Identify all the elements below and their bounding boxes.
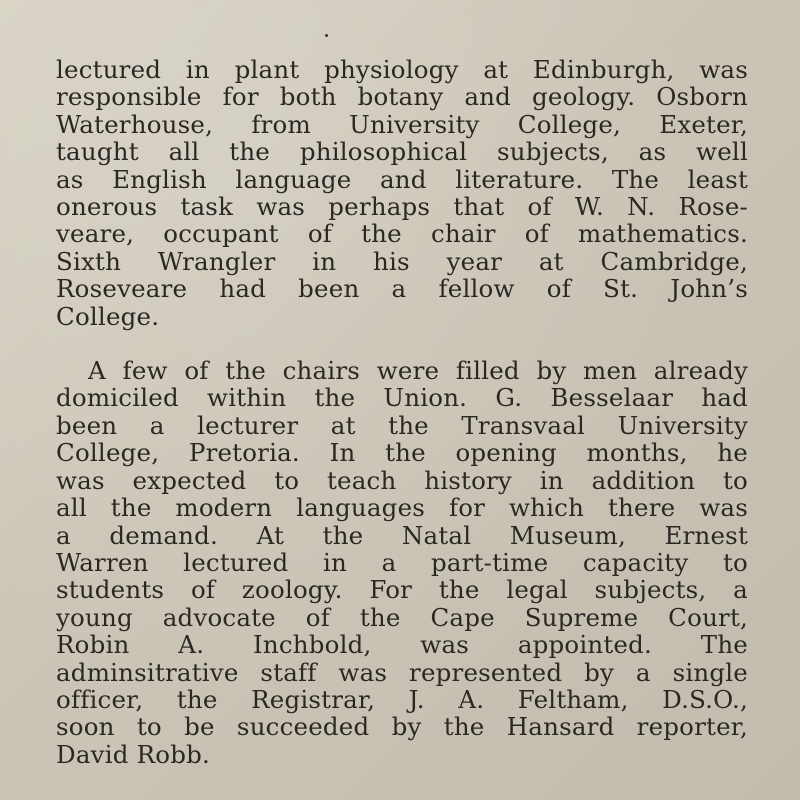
body-text — [56, 56, 748, 768]
text-line: lectured in plant physiology at Edinburgh, was — [56, 55, 748, 84]
text-line: as English language and literature. The least — [56, 164, 748, 194]
text-line: onerous task was perhaps that of W. N. Rose- — [56, 192, 748, 222]
text-line: Roseveare had been a fellow of St. John’s — [56, 274, 748, 304]
text-line: responsible for both botany and geology. Osborn — [56, 82, 748, 112]
text-line: veare, occupant of the chair of mathematics. — [56, 219, 748, 249]
text-line: College, Pretoria. In the opening months, he — [56, 438, 748, 468]
text-line: been a lecturer at the Transvaal University — [56, 410, 748, 440]
text-line: officer, the Registrar, J. A. Feltham, D.S.O., — [56, 684, 748, 714]
text-line: students of zoology. For the legal subjects, a — [56, 575, 748, 605]
ink-speck — [325, 34, 328, 37]
text-line: Sixth Wrangler in his year at Cambridge, — [56, 246, 748, 276]
paragraph-1 — [56, 56, 748, 330]
text-line: domiciled within the Union. G. Besselaar had — [56, 383, 748, 413]
paragraph-2 — [56, 357, 748, 768]
text-line: David Robb. — [56, 739, 210, 769]
text-line: College. — [56, 301, 160, 331]
text-line: adminsitrative staff was represented by a single — [56, 657, 748, 687]
text-line: Warren lectured in a part-time capacity to — [56, 547, 748, 577]
text-line: A few of the chairs were filled by men already — [88, 356, 748, 386]
text-line: was expected to teach history in addition to — [56, 465, 748, 495]
text-line: taught all the philosophical subjects, as well — [56, 137, 748, 167]
text-line: soon to be succeeded by the Hansard reporter, — [56, 712, 748, 742]
text-line: young advocate of the Cape Supreme Court, — [56, 602, 748, 632]
text-line: Robin A. Inchbold, was appointed. The — [56, 630, 748, 660]
text-line: a demand. At the Natal Museum, Ernest — [56, 520, 748, 550]
text-line: all the modern languages for which there was — [56, 493, 748, 523]
text-line: Waterhouse, from University College, Exeter, — [56, 109, 748, 139]
